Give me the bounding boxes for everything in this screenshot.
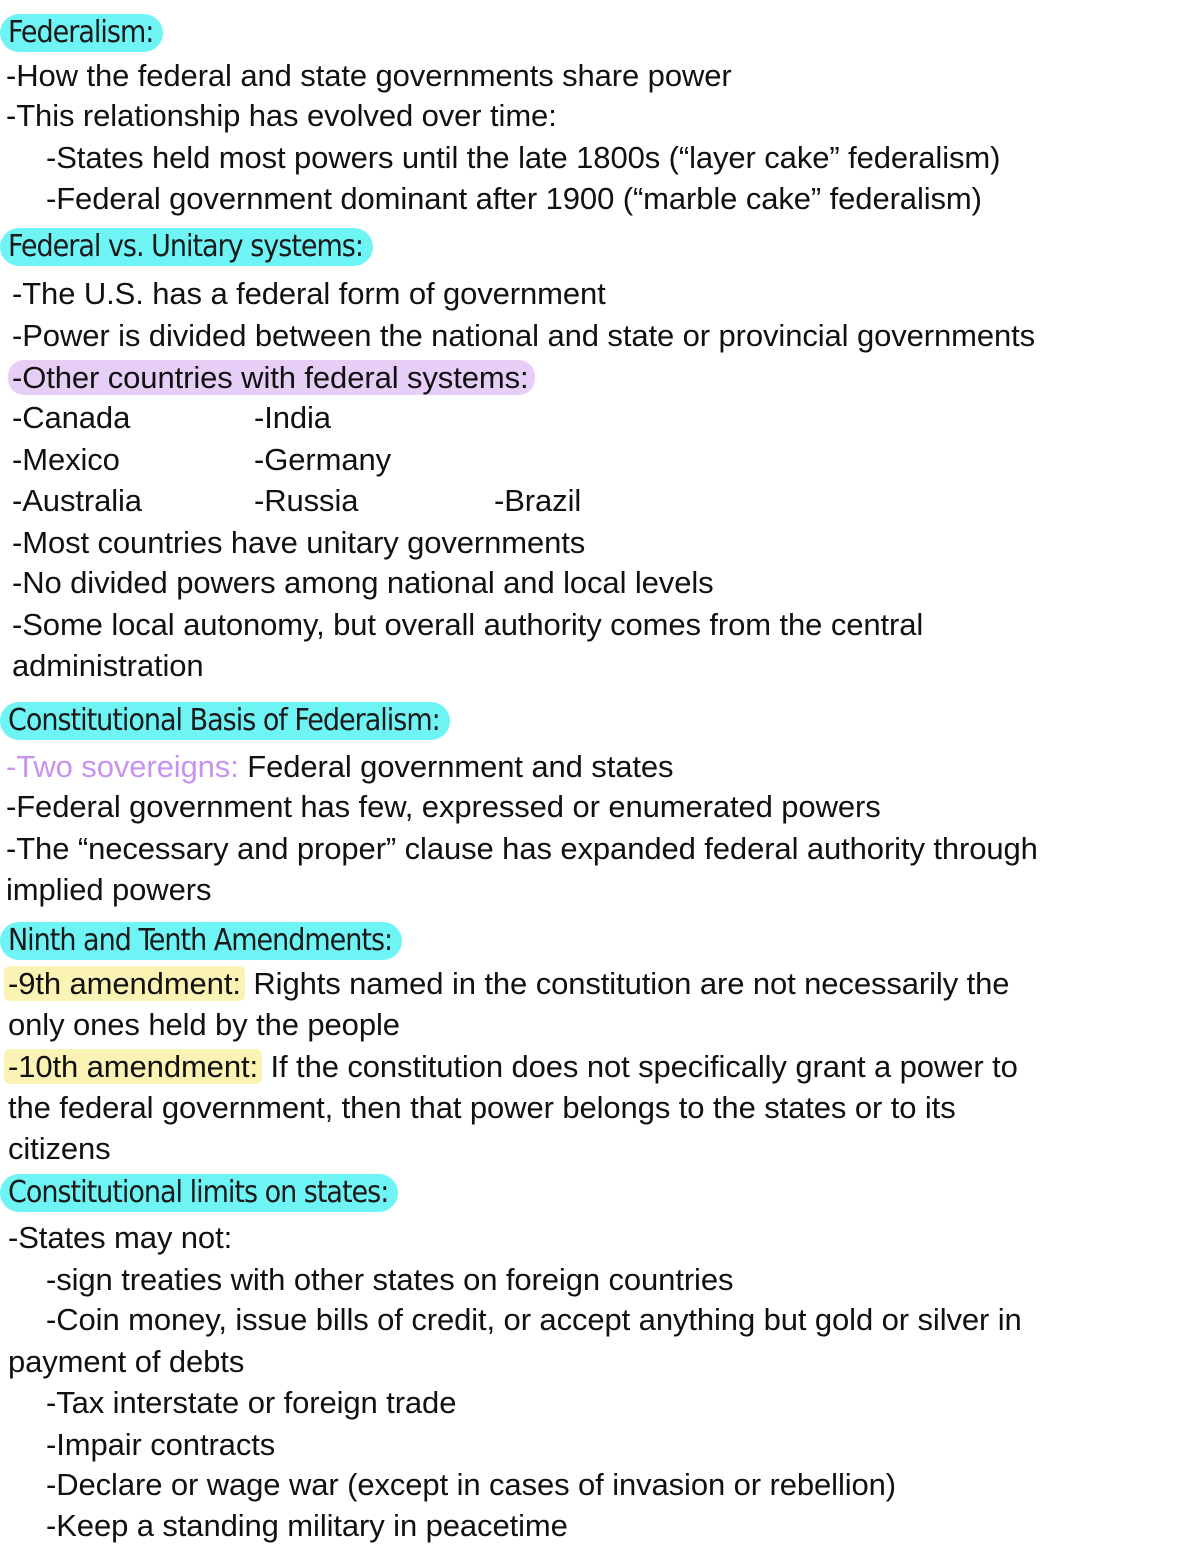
two-sovereigns-text: Federal government and states [238, 749, 674, 784]
list-item: -sign treaties with other states on foreign countries [46, 1262, 734, 1297]
list-item-continued: payment of debts [8, 1344, 245, 1379]
list-item: -Declare or wage war (except in cases of invasion or rebellion) [46, 1467, 897, 1502]
list-item: -Tax interstate or foreign trade [46, 1385, 457, 1420]
text-line: -Federal government has few, expressed or enumerated powers [6, 789, 881, 824]
country-item: -Russia [254, 483, 359, 518]
text-line: -How the federal and state governments share power [6, 58, 732, 93]
text-line: -Some local autonomy, but overall authority comes from the central [12, 607, 924, 642]
text-line: -The U.S. has a federal form of government [12, 276, 606, 311]
text-line: implied powers [6, 872, 212, 907]
country-item: -Australia [12, 483, 142, 518]
heading-amendments: Ninth and Tenth Amendments: [0, 922, 402, 960]
text-line: -Most countries have unitary governments [12, 525, 586, 560]
text-line: -States held most powers until the late 1800s (“layer cake” federalism) [46, 140, 1001, 175]
country-item: -Mexico [12, 442, 120, 477]
text-line: -States may not: [8, 1220, 233, 1255]
text-line: -Federal government dominant after 1900 (“marble cake” federalism) [46, 181, 982, 216]
purple-highlight: -Other countries with federal systems: [8, 360, 535, 395]
list-item: -Impair contracts [46, 1427, 276, 1462]
text-line: -This relationship has evolved over time: [6, 98, 557, 133]
two-sovereigns-line [6, 748, 673, 786]
heading-limits-on-states: Constitutional limits on states: [0, 1174, 398, 1212]
two-sovereigns-label: -Two sovereigns: [6, 749, 239, 784]
country-item: -Canada [12, 400, 131, 435]
text-line: citizens [8, 1131, 111, 1166]
text-line: the federal government, then that power belongs to the states or to its [8, 1090, 956, 1125]
tenth-amendment-line [8, 1048, 1018, 1086]
highlighted-line [12, 359, 535, 397]
country-item: -Germany [254, 442, 392, 477]
ninth-amendment-text: Rights named in the constitution are not necessarily the [244, 966, 1010, 1001]
text-line: -The “necessary and proper” clause has expanded federal authority through [6, 831, 1038, 866]
ninth-amendment-label: -9th amendment: [4, 966, 245, 1001]
text-line: only ones held by the people [8, 1007, 400, 1042]
tenth-amendment-text: If the constitution does not specifically grant a power to [262, 1049, 1018, 1084]
tenth-amendment-label: -10th amendment: [4, 1049, 262, 1084]
list-item: -Keep a standing military in peacetime [46, 1508, 568, 1543]
text-line: -No divided powers among national and local levels [12, 565, 714, 600]
text-line: administration [12, 648, 204, 683]
heading-constitutional-basis: Constitutional Basis of Federalism: [0, 702, 450, 740]
ninth-amendment-line [8, 965, 1009, 1003]
country-item: -Brazil [494, 483, 582, 518]
heading-federal-vs-unitary: Federal vs. Unitary systems: [0, 228, 373, 266]
list-item: -Coin money, issue bills of credit, or accept anything but gold or silver in [46, 1302, 1022, 1337]
country-item: -India [254, 400, 331, 435]
heading-federalism: Federalism: [0, 14, 163, 52]
text-line: -Power is divided between the national and state or provincial governments [12, 318, 1036, 353]
